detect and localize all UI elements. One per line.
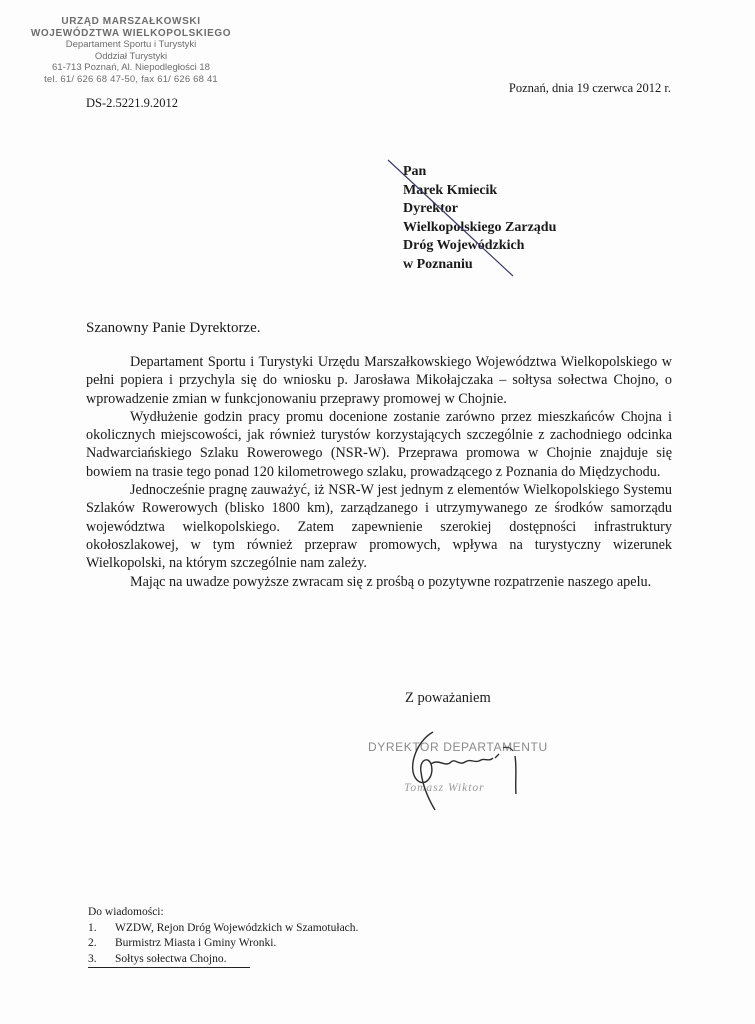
- office-stamp: [22, 16, 240, 85]
- addressee-line: Pan: [403, 164, 427, 179]
- addressee-line: Dróg Wojewódzkich: [403, 238, 525, 254]
- stamp-line: tel. 61/ 626 68 47-50, fax 61/ 626 68 41: [44, 73, 218, 85]
- list-text: WZDW, Rejon Dróg Wojewódzkich w Szamotułach.: [115, 921, 359, 934]
- addressee-line: w Poznaniu: [403, 256, 473, 272]
- addressee-line: Marek Kmiecik: [403, 182, 498, 198]
- paragraph: Wydłużenie godzin pracy promu docenione zostanie zarówno przez mieszkańców Chojna i okolicznych miejscowości, jak również turystów korzystających szczególnie z zachodniego odcinka Nadwarciańskiego Szlaku Rowerowego (NSR-W). Przeprawa promowa w Chojnie znajduje się bowiem na trasie tego ponad 120 kilometrowego szlaku, prowadzącego z Poznania do Międzychodu.: [86, 408, 672, 480]
- list-item: [88, 936, 358, 952]
- list-item: [88, 921, 358, 937]
- addressee-line: Wielkopolskiego Zarządu: [403, 219, 557, 235]
- list-text: Burmistrz Miasta i Gminy Wronki.: [115, 937, 277, 949]
- stamp-line: Oddział Turystyki: [94, 50, 168, 62]
- list-number: 1.: [88, 921, 97, 934]
- cc-heading: Do wiadomości:: [88, 906, 164, 918]
- paragraph: Jednocześnie pragnę zauważyć, iż NSR-W jest jednym z elementów Wielkopolskiego Systemu Szlaków Rowerowych (blisko 1800 km), zarządzanego i utrzymywanego ze środków samorządu województwa wielkopolskiego. Zatem zapewnienie szerokiej dostępności infrastruktury okołoszlakowej, w tym również przepraw promowych, wpływa na turystyczny wizerunek Wielkopolski, na którym szczególnie nam zależy.: [86, 482, 672, 572]
- list-number: 2.: [88, 937, 97, 949]
- letter-body: [86, 353, 672, 591]
- handwritten-signature: [395, 718, 535, 818]
- list-item: [88, 952, 250, 969]
- addressee-line: Dyrektor: [403, 201, 458, 217]
- seal-name: Tomasz Wiktor: [404, 782, 485, 794]
- paragraph: Departament Sportu i Turystyki Urzędu Marszałkowskiego Województwa Wielkopolskiego w pełni popiera i przychyla się do wniosku p. Jarosława Mikołajczaka – sołtysa sołectwa Chojno, o wprowadzenie zmian w funkcjonowaniu przeprawy promowej w Chojnie.: [86, 354, 672, 407]
- seal-title: DYREKTOR DEPARTAMENTU: [368, 740, 548, 754]
- list-text: Sołtys sołectwa Chojno.: [115, 952, 227, 965]
- list-number: 3.: [88, 952, 97, 965]
- diagonal-strike-mark: [385, 156, 525, 281]
- stamp-line: URZĄD MARSZAŁKOWSKI: [61, 16, 201, 27]
- distribution-list: [88, 905, 358, 968]
- date-line: Poznań, dnia 19 czerwca 2012 r.: [508, 81, 671, 95]
- salutation: Szanowny Panie Dyrektorze.: [86, 320, 261, 336]
- stamp-line: WOJEWÓDZTWA WIELKOPOLSKIEGO: [30, 27, 232, 39]
- closing: Z poważaniem: [405, 690, 491, 706]
- stamp-line: 61-713 Poznań, Al. Niepodległości 18: [52, 62, 210, 73]
- reference-number: DS-2.5221.9.2012: [86, 96, 179, 110]
- paragraph: Mając na uwadze powyższe zwracam się z prośbą o pozytywne rozpatrzenie naszego apelu.: [130, 573, 652, 590]
- stamp-line: Departament Sportu i Turystyki: [65, 39, 197, 50]
